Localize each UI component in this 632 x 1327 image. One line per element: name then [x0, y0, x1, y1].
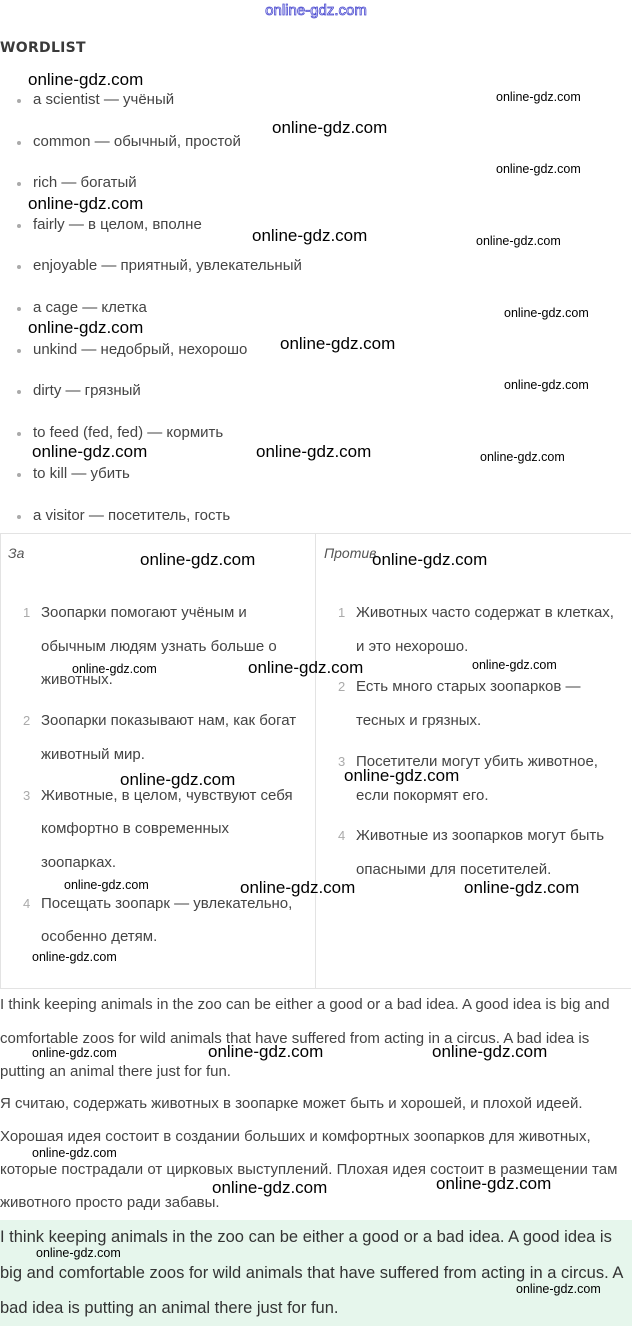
list-item: enjoyable — приятный, увлекательный — [0, 256, 302, 298]
watermark: online-gdz.com — [140, 550, 256, 569]
essay-english: I think keeping animals in the zoo can be either a good or a bad idea. A good idea is big and comfortable zoos for wild animals that have suffered from acting in a circus. A bad idea is putting an animal there just for fun. — [0, 996, 610, 1080]
pro-item — [1, 779, 316, 880]
con-text: Животных часто содержат в клетках, и это нехорошо. — [356, 604, 614, 655]
cons-list — [316, 596, 632, 894]
wordlist-title: WORDLIST — [0, 40, 86, 56]
watermark: online-gdz.com — [28, 194, 144, 213]
pro-text: Зоопарки помогают учёным и обычным людям узнать больше о животных. — [41, 604, 277, 689]
watermark: online-gdz.com — [432, 1042, 548, 1061]
watermark: online-gdz.com — [28, 318, 144, 337]
watermark: online-gdz.com — [372, 550, 488, 569]
list-item: a cage — клетка — [0, 298, 302, 340]
con-text: Посетители могут убить животное, если покормят его. — [356, 752, 598, 804]
watermark: online-gdz.com — [72, 662, 157, 676]
item-number: 3 — [338, 753, 346, 769]
con-item — [316, 819, 632, 886]
con-text: Есть много старых зоопарков — тесных и грязных. — [356, 678, 581, 730]
watermark: online-gdz.com — [280, 334, 396, 353]
watermark: online-gdz.com — [248, 658, 364, 677]
watermark: online-gdz.com — [496, 162, 581, 176]
item-number: 4 — [23, 895, 31, 911]
item-number: 3 — [23, 787, 31, 803]
cons-column — [315, 534, 632, 988]
watermark: online-gdz.com — [64, 878, 149, 892]
list-item: common — обычный, простой — [0, 132, 302, 174]
watermark: online-gdz.com — [32, 950, 117, 964]
pro-item — [1, 596, 316, 697]
watermark: online-gdz.com — [436, 1174, 552, 1193]
watermark: online-gdz.com — [36, 1246, 121, 1260]
pro-text: Животные, в целом, чувствуют себя комфортно в современных зоопарках. — [41, 786, 293, 871]
item-number: 2 — [23, 713, 31, 729]
watermark: online-gdz.com — [32, 1146, 117, 1160]
pros-cons-table — [0, 533, 631, 989]
watermark: online-gdz.com — [504, 378, 589, 392]
list-item: to kill — убить — [0, 464, 302, 506]
site-header-watermark: online-gdz.com — [265, 2, 367, 19]
watermark: online-gdz.com — [28, 70, 144, 89]
list-item: fairly — в целом, вполне — [0, 215, 302, 257]
watermark: online-gdz.com — [272, 118, 388, 137]
watermark: online-gdz.com — [476, 234, 561, 248]
list-item: rich — богатый — [0, 173, 302, 215]
watermark: online-gdz.com — [212, 1178, 328, 1197]
watermark: online-gdz.com — [472, 658, 557, 672]
watermark: online-gdz.com — [516, 1282, 601, 1296]
pros-header: За — [8, 545, 25, 561]
watermark: online-gdz.com — [464, 878, 580, 897]
watermark: online-gdz.com — [344, 766, 460, 785]
list-item: a scientist — учёный — [0, 90, 302, 132]
item-number: 1 — [23, 605, 31, 620]
item-number: 1 — [338, 605, 346, 620]
con-text: Животные из зоопарков могут быть опасными для посетителей. — [356, 827, 605, 878]
item-number: 2 — [338, 679, 346, 695]
con-item — [316, 670, 632, 737]
pro-text: Посещать зоопарк — увлекательно, особенно детям. — [41, 894, 293, 946]
pro-item — [1, 704, 316, 771]
essay-russian: Я считаю, содержать животных в зоопарке может быть и хорошей, и плохой идеей. Хорошая идея состоит в создании больших и комфортных зоопарков для животных, которые пострадали от цирковых выступлений. Плохая идея состоит в размещении там животного просто ради забавы. — [0, 1095, 618, 1211]
watermark: online-gdz.com — [256, 442, 372, 461]
list-item: a visitor — посетитель, гость — [0, 506, 302, 548]
watermark: online-gdz.com — [504, 306, 589, 320]
highlighted-answer-text: I think keeping animals in the zoo can be either a good or a bad idea. A good idea is big and comfortable zoos for wild animals that have suffered from acting in a circus. A bad idea is putting an animal there just for fun. — [0, 1228, 623, 1317]
con-item — [316, 596, 632, 663]
watermark: online-gdz.com — [120, 770, 236, 789]
cons-header: Против — [324, 545, 377, 561]
list-item: dirty — грязный — [0, 381, 302, 423]
highlighted-answer — [0, 1220, 632, 1326]
item-number: 4 — [338, 828, 346, 844]
watermark: online-gdz.com — [32, 442, 148, 461]
watermark: online-gdz.com — [252, 226, 368, 245]
list-item: to feed (fed, fed) — кормить — [0, 423, 302, 465]
list-item: unkind — недобрый, нехорошо — [0, 340, 302, 382]
watermark: online-gdz.com — [32, 1046, 117, 1060]
pro-text: Зоопарки показывают нам, как богат животный мир. — [41, 712, 297, 763]
pros-column — [0, 534, 316, 988]
watermark: online-gdz.com — [496, 90, 581, 104]
watermark: online-gdz.com — [480, 450, 565, 464]
watermark: online-gdz.com — [208, 1042, 324, 1061]
watermark: online-gdz.com — [240, 878, 356, 897]
